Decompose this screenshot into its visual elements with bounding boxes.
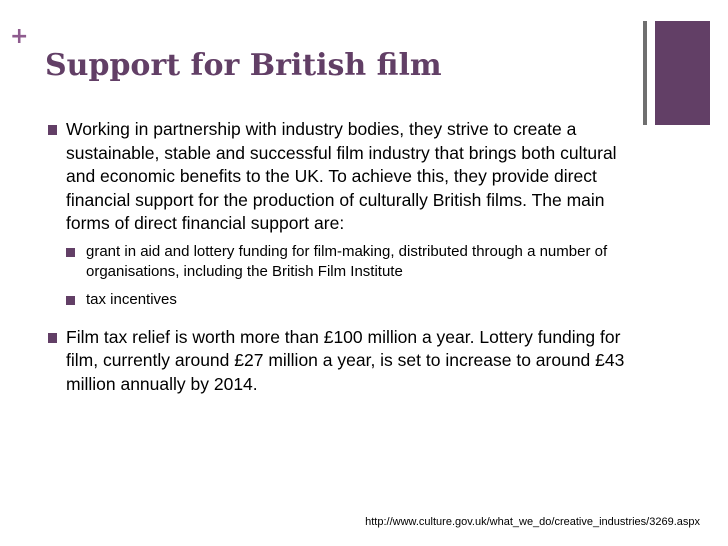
bullet-list [48,118,638,396]
bullet-text: Film tax relief is worth more than £100 million a year. Lottery funding for film, currently around £27 million a year, is set to increase to around £43 million annually by 2014. [66,326,625,394]
plus-icon: + [10,24,29,49]
accent-bar-thin [643,21,647,125]
square-bullet-icon [66,248,75,257]
bullet-text: Working in partnership with industry bodies, they strive to create a sustainable, stable and successful film industry that brings both cultural and economic benefits to the UK. To achieve this, they provide direct financial support for the production of culturally British films. The main forms of direct financial support are: [66,119,617,233]
sub-bullet-text: grant in aid and lottery funding for film-making, distributed through a number of organisations, including the British Film Institute [86,242,608,280]
accent-bar-thick [655,21,710,125]
slide-title: Support for British film [45,48,442,83]
sub-bullet-text: tax incentives [86,290,177,308]
sub-bullet-item [66,242,638,282]
source-link[interactable]: http://www.culture.gov.uk/what_we_do/creative_industries/3269.aspx [365,516,700,528]
bullet-item [48,118,638,236]
square-bullet-icon [66,296,75,305]
square-bullet-icon [48,333,57,343]
bullet-item [48,326,638,397]
square-bullet-icon [48,125,57,135]
sub-bullet-item [66,290,638,310]
